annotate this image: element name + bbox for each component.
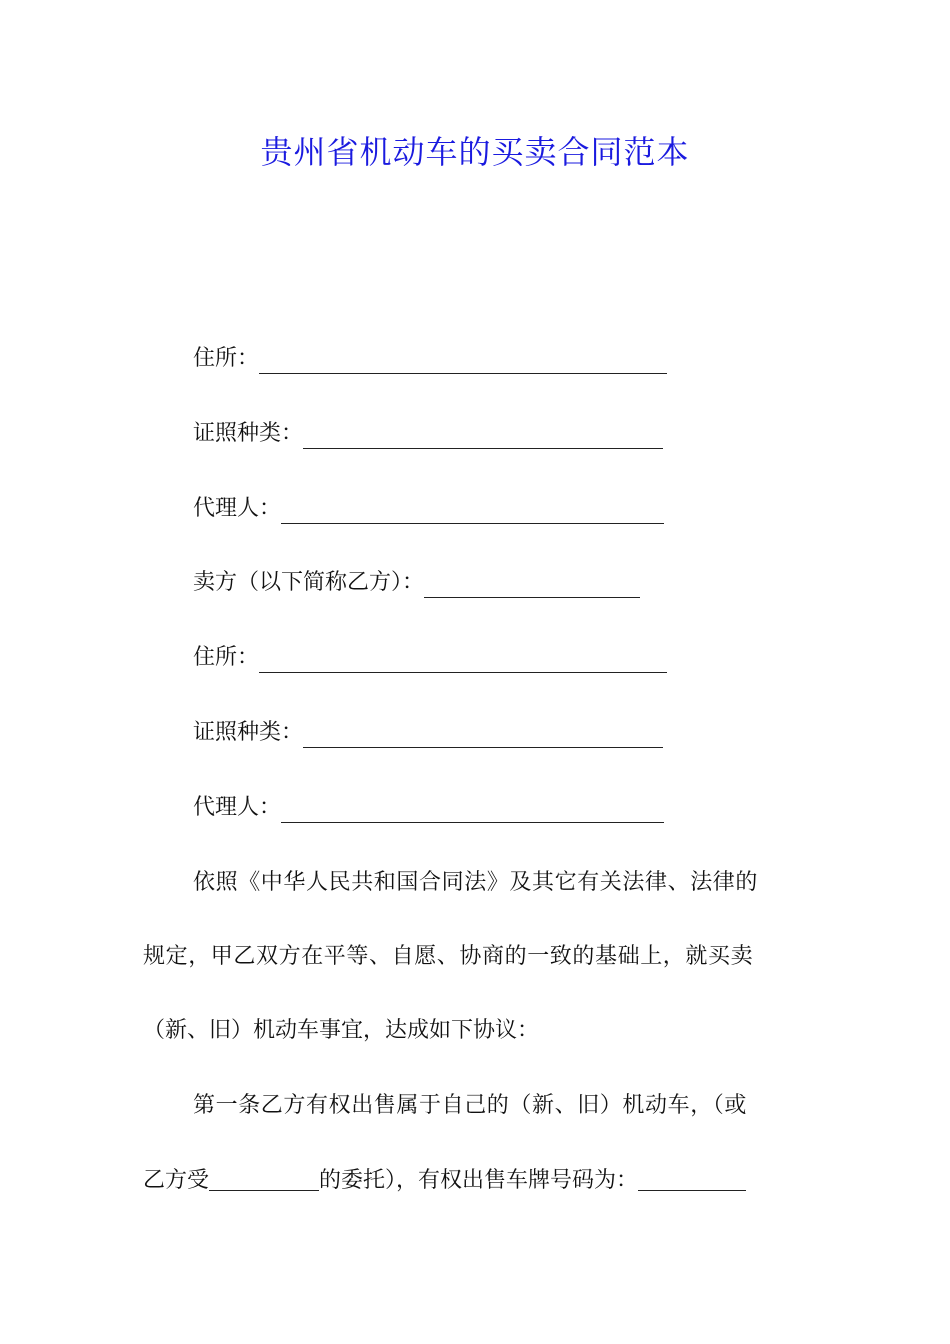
paragraph-line: 第一条乙方有权出售属于自己的（新、旧）机动车，（或 — [193, 1093, 748, 1118]
fill-in-blank[interactable] — [303, 725, 663, 748]
paragraph-line: 依照《中华人民共和国合同法》及其它有关法律、法律的 — [193, 870, 759, 895]
fill-in-blank[interactable] — [638, 1168, 746, 1191]
fill-in-blank[interactable] — [303, 426, 663, 449]
fill-in-blank[interactable] — [259, 650, 667, 673]
fill-in-blank[interactable] — [281, 501, 664, 524]
field-label: 住所： — [193, 346, 260, 371]
document-title: 贵州省机动车的买卖合同范本 — [260, 133, 690, 171]
paragraph-line: 规定，甲乙双方在平等、自愿、协商的一致的基础上，就买卖 — [143, 944, 754, 969]
paragraph-line: （新、旧）机动车事宜，达成如下协议： — [143, 1018, 540, 1043]
field-agent-1 — [193, 491, 664, 527]
fill-in-blank[interactable] — [259, 351, 667, 374]
field-address-1 — [193, 341, 667, 377]
fill-in-blank[interactable] — [281, 800, 664, 823]
field-address-2 — [193, 640, 667, 676]
field-agent-2 — [193, 790, 664, 826]
field-label: 卖方（以下简称乙方）： — [193, 570, 425, 595]
field-seller — [193, 565, 640, 601]
text-segment: 乙方受 — [143, 1168, 210, 1193]
field-license-type-2 — [193, 715, 663, 751]
field-label: 证照种类： — [193, 421, 304, 446]
field-label: 证照种类： — [193, 720, 304, 745]
fill-in-blank[interactable] — [209, 1168, 319, 1191]
field-license-type-1 — [193, 416, 663, 452]
field-label: 代理人： — [193, 795, 282, 820]
fill-in-blank[interactable] — [424, 575, 640, 598]
paragraph-line — [143, 1163, 746, 1199]
field-label: 代理人： — [193, 496, 282, 521]
field-label: 住所： — [193, 645, 260, 670]
text-segment: 的委托），有权出售车牌号码为： — [319, 1168, 639, 1193]
